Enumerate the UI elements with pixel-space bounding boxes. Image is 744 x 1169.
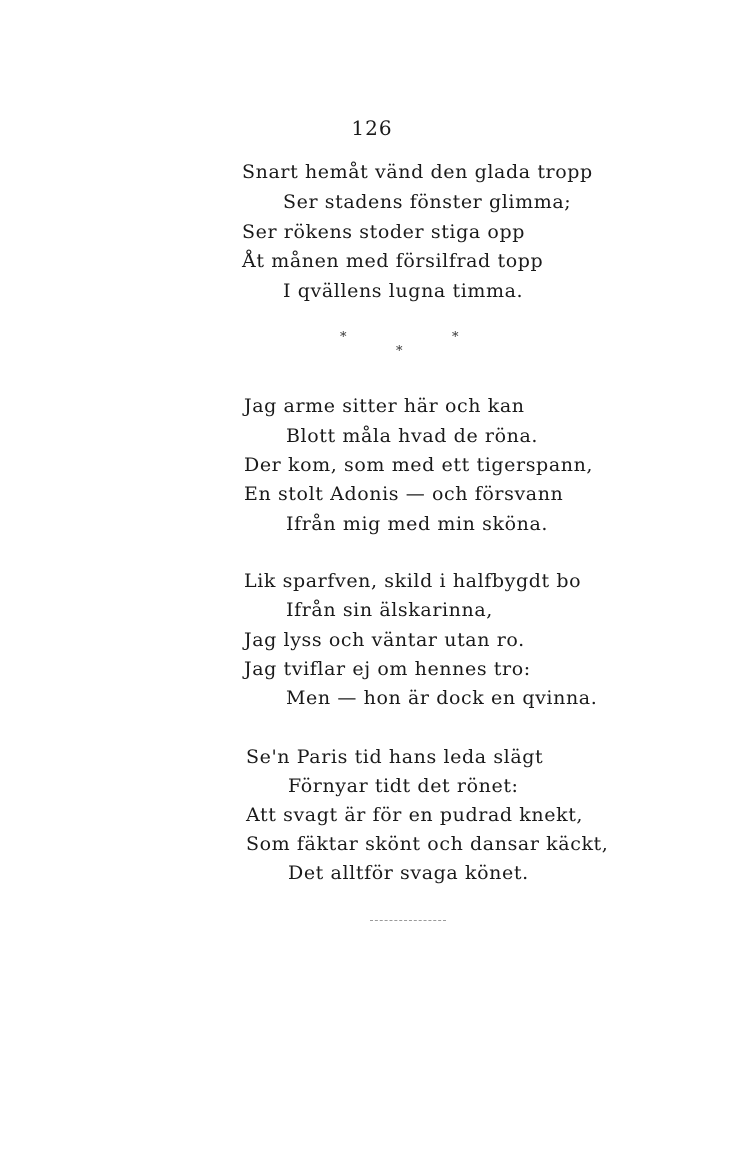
asterism-star: *	[340, 330, 347, 345]
verse-line: Jag tviflar ej om hennes tro:	[244, 658, 531, 680]
page-number: 126	[351, 116, 393, 140]
verse-line: I qvällens lugna timma.	[283, 280, 524, 302]
verse-line: Ifrån sin älskarinna,	[286, 599, 493, 621]
verse-line: Der kom, som med ett tigerspann,	[244, 454, 594, 476]
verse-line: Att svagt är för en pudrad knekt,	[246, 804, 584, 826]
closing-rule	[370, 920, 446, 921]
verse-line: Ser rökens stoder stiga opp	[242, 221, 525, 243]
verse-line: Ser stadens fönster glimma;	[283, 191, 572, 213]
verse-line: Men — hon är dock en qvinna.	[286, 687, 598, 709]
verse-line: En stolt Adonis — och försvann	[244, 483, 564, 505]
asterism-star: *	[452, 330, 459, 345]
verse-line: Åt månen med försilfrad topp	[242, 250, 544, 272]
verse-line: Lik sparfven, skild i halfbygdt bo	[244, 570, 582, 592]
verse-line: Se'n Paris tid hans leda slägt	[246, 746, 544, 768]
verse-line: Jag lyss och väntar utan ro.	[244, 629, 525, 651]
verse-line: Det alltför svaga könet.	[288, 862, 529, 884]
verse-line: Ifrån mig med min sköna.	[286, 513, 549, 535]
verse-line: Snart hemåt vänd den glada tropp	[242, 161, 593, 183]
asterism-star: *	[396, 344, 403, 359]
verse-line: Blott måla hvad de röna.	[286, 425, 539, 447]
verse-line: Förnyar tidt det rönet:	[288, 775, 519, 797]
verse-line: Som fäktar skönt och dansar käckt,	[246, 833, 609, 855]
verse-line: Jag arme sitter här och kan	[244, 395, 525, 417]
